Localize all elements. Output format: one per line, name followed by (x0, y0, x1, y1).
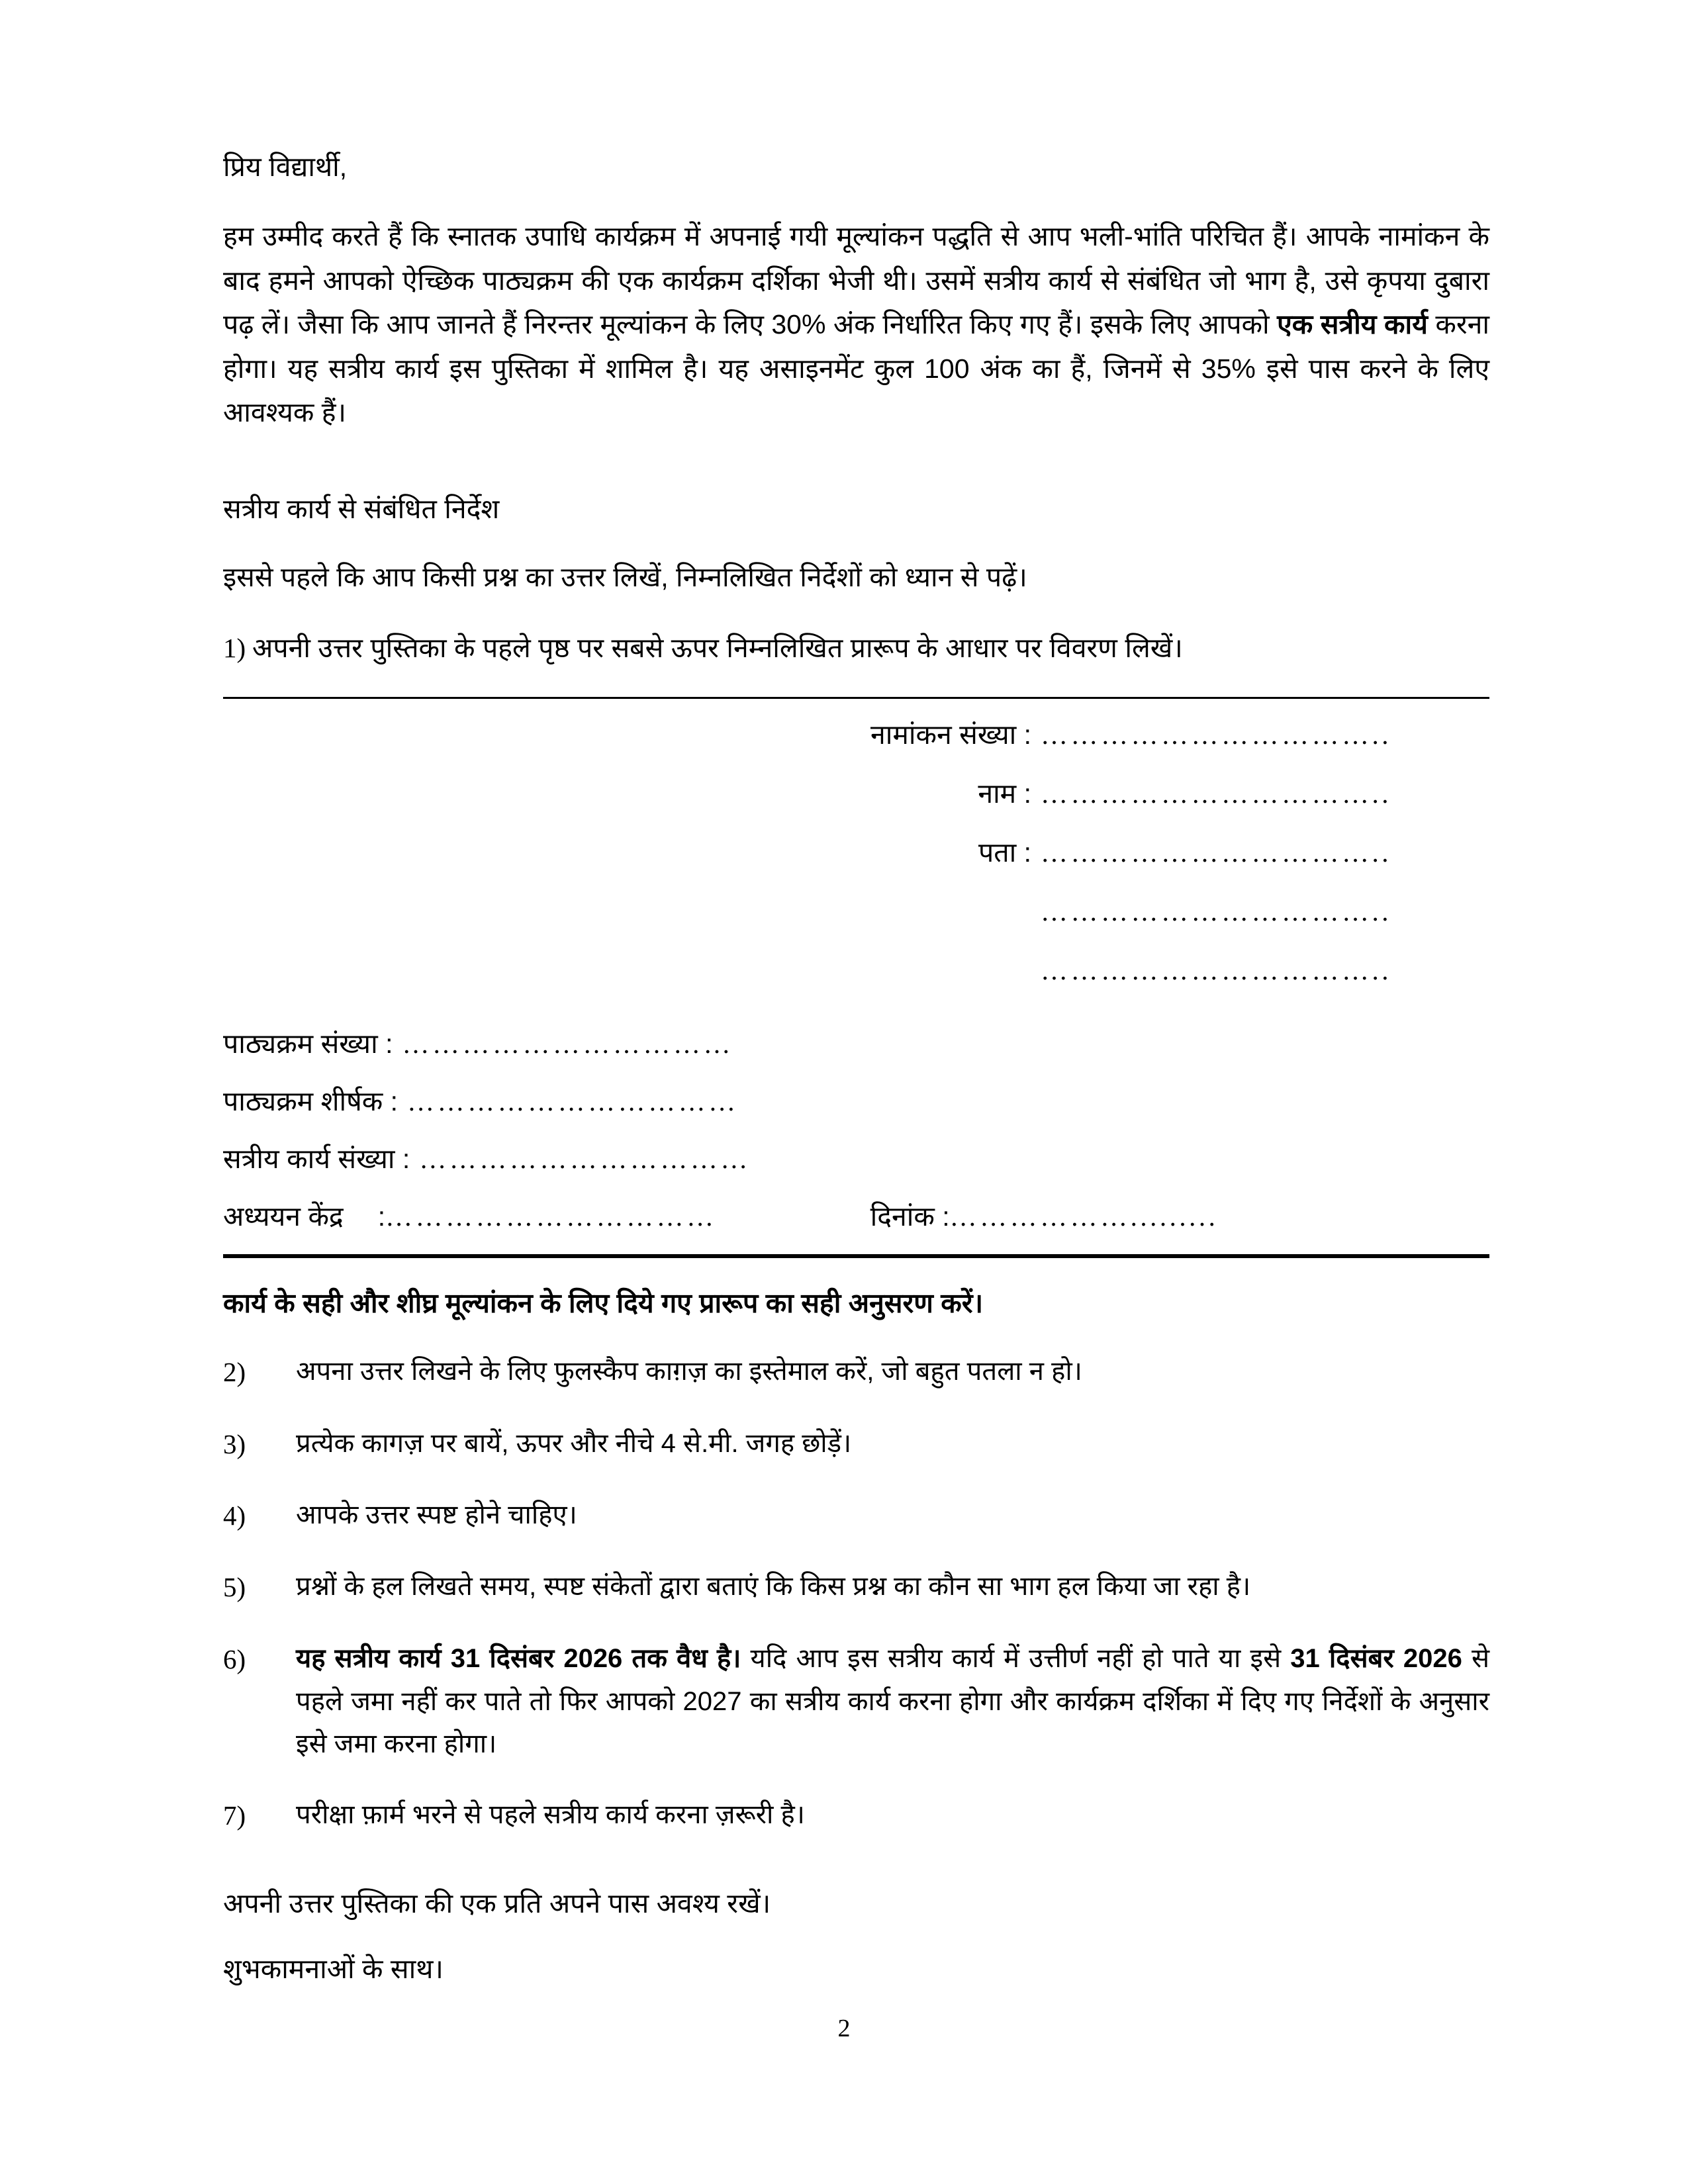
name-dotted-line[interactable]: …………………………….. (1041, 778, 1391, 809)
field-row-course-code (223, 1030, 1489, 1058)
field-row-assignment-number (223, 1143, 1489, 1174)
intro-paragraph (223, 214, 1489, 434)
instruction-item-2 (223, 1350, 1489, 1394)
address-dotted-line-3[interactable]: …………………………….. (1041, 954, 1391, 985)
date-dotted-line[interactable]: ………………......... (949, 1201, 1219, 1232)
instruction-item-2-text: अपना उत्तर लिखने के लिए फुलस्कैप काग़ज़ का इस्तेमाल करें, जो बहुत पतला न हो। (296, 1357, 1082, 1387)
form-box-bottom-rule (223, 1254, 1489, 1258)
salutation: प्रिय विद्यार्थी, (223, 152, 348, 182)
enrolment-number-dotted-line[interactable]: …………………………….. (1041, 719, 1391, 750)
assignment-number-label: सत्रीय कार्य संख्या : (223, 1143, 410, 1174)
instruction-item-3-number: 3) (223, 1428, 246, 1459)
instruction-item-6-number: 6) (223, 1643, 246, 1674)
instruction-item-5-text: प्रश्नों के हल लिखते समय, स्पष्ट संकेतों द्वारा बताएं कि किस प्रश्न का कौन सा भाग हल किया जा रहा है। (296, 1572, 1251, 1602)
address-label: पता : (978, 837, 1031, 868)
format-follow-note: कार्य के सही और शीघ्र मूल्यांकन के लिए दिये गए प्रारूप का सही अनुसरण करें। (223, 1287, 984, 1318)
intro-paragraph-bold-phrase: एक सत्रीय कार्य (1277, 309, 1428, 340)
details-format-box (223, 697, 1489, 1258)
lead-line: इससे पहले कि आप किसी प्रश्न का उत्तर लिखें, निम्नलिखित निर्देशों को ध्यान से पढ़ें। (223, 561, 1027, 592)
instruction-item-7-number: 7) (223, 1800, 246, 1831)
instruction-item-1-text: अपनी उत्तर पुस्तिका के पहले पृष्ठ पर सबसे ऊपर निम्नलिखित प्रारूप के आधार पर विवरण लिखें। (252, 633, 1183, 664)
instruction-item-5 (223, 1565, 1489, 1609)
closing-line-best-wishes: शुभकामनाओं के साथ। (223, 1953, 444, 1984)
instruction-item-6-text (296, 1637, 1489, 1766)
field-row-study-centre-and-date (223, 1203, 1489, 1230)
study-centre-colon: : (377, 1201, 386, 1232)
course-code-dotted-line[interactable]: …………………………… (402, 1028, 733, 1059)
address-dotted-line-2[interactable]: …………………………….. (1041, 895, 1391, 927)
instruction-item-1-number: 1) (223, 633, 246, 664)
form-right-field-group (223, 721, 1489, 984)
field-row-address-line-3 (223, 954, 1391, 985)
field-row-address (223, 839, 1391, 866)
study-centre-label: अध्ययन केंद्र (223, 1201, 344, 1232)
instruction-item-1 (223, 628, 1489, 669)
instruction-item-7 (223, 1794, 1489, 1837)
instructions-list (223, 1350, 1489, 1837)
name-label: नाम : (978, 778, 1031, 809)
instruction-item-7-text: परीक्षा फ़ार्म भरने से पहले सत्रीय कार्य करना ज़रूरी है। (296, 1800, 805, 1830)
instruction-item-6-mid-1: यदि आप इस सत्रीय कार्य में उत्तीर्ण नहीं हो पाते या इसे (741, 1643, 1291, 1673)
instruction-item-6-bold-validity: यह सत्रीय कार्य 31 दिसंबर 2026 तक वैध है। (296, 1643, 741, 1673)
field-row-course-title (223, 1085, 1489, 1116)
instruction-item-6-bold-deadline: 31 दिसंबर 2026 (1290, 1643, 1462, 1673)
form-box-inner (223, 699, 1489, 1254)
course-title-label: पाठ्यक्रम शीर्षक : (223, 1085, 399, 1116)
instruction-item-3 (223, 1422, 1489, 1466)
field-row-address-line-2 (223, 895, 1391, 927)
field-row-enrolment-number (223, 721, 1391, 749)
instruction-item-2-number: 2) (223, 1357, 246, 1388)
instruction-item-6 (223, 1637, 1489, 1766)
page-content (223, 149, 1489, 1989)
form-left-field-group (223, 1030, 1489, 1230)
instruction-item-6-mid-2: से पहले जमा नहीं कर पाते तो फिर आपको 2027 का सत्रीय कार्य करना होगा और कार्यक्रम दर्शिका में दिए गए निर्देशों के अनुसार इसे जमा करना होगा। (296, 1643, 1490, 1759)
instruction-item-4-number: 4) (223, 1500, 246, 1531)
closing-line-keep-copy: अपनी उत्तर पुस्तिका की एक प्रति अपने पास अवश्य रखें। (223, 1888, 771, 1919)
instruction-item-4-text: आपके उत्तर स्पष्ट होने चाहिए। (296, 1500, 577, 1529)
instruction-item-5-number: 5) (223, 1572, 246, 1603)
enrolment-number-label: नामांकन संख्या : (870, 719, 1031, 750)
assignment-number-dotted-line[interactable]: …………………………… (419, 1143, 751, 1174)
field-row-name (223, 780, 1391, 807)
address-dotted-line[interactable]: …………………………….. (1041, 837, 1391, 868)
course-title-dotted-line[interactable]: …………………………… (407, 1085, 739, 1116)
date-label: दिनांक : (870, 1201, 950, 1232)
intro-paragraph-part2: करना होगा। यह सत्रीय कार्य इस पुस्तिका में शामिल है। यह असाइनमेंट कुल 100 अंक का हैं, जिनमें से 35% इसे पास करने के लिए आवश्यक हैं। (223, 309, 1490, 428)
instruction-item-4 (223, 1494, 1489, 1537)
course-code-label: पाठ्यक्रम संख्या : (223, 1028, 393, 1059)
intro-paragraph-part1: हम उम्मीद करते हैं कि स्नातक उपाधि कार्यक्रम में अपनाई गयी मूल्यांकन पद्धति से आप भली-भांति परिचित हैं। आपके नामांकन के बाद हमने आपको ऐच्छिक पाठ्यक्रम की एक कार्यक्रम दर्शिका भेजी थी। उसमें सत्रीय कार्य से संबंधित जो भाग है, उसे कृपया दुबारा पढ़ लें। जैसा कि आप जानते हैं निरन्तर मूल्यांकन के लिए 30% अंक निर्धारित किए गए हैं। इसके लिए आपको (223, 221, 1489, 340)
study-centre-dotted-line[interactable]: …………………………… (385, 1201, 717, 1232)
page-number: 2 (837, 2015, 851, 2042)
instruction-item-3-text: प्रत्येक कागज़ पर बायें, ऊपर और नीचे 4 से.मी. जगह छोड़ें। (296, 1428, 852, 1458)
section-heading: सत्रीय कार्य से संबंधित निर्देश (223, 494, 500, 525)
